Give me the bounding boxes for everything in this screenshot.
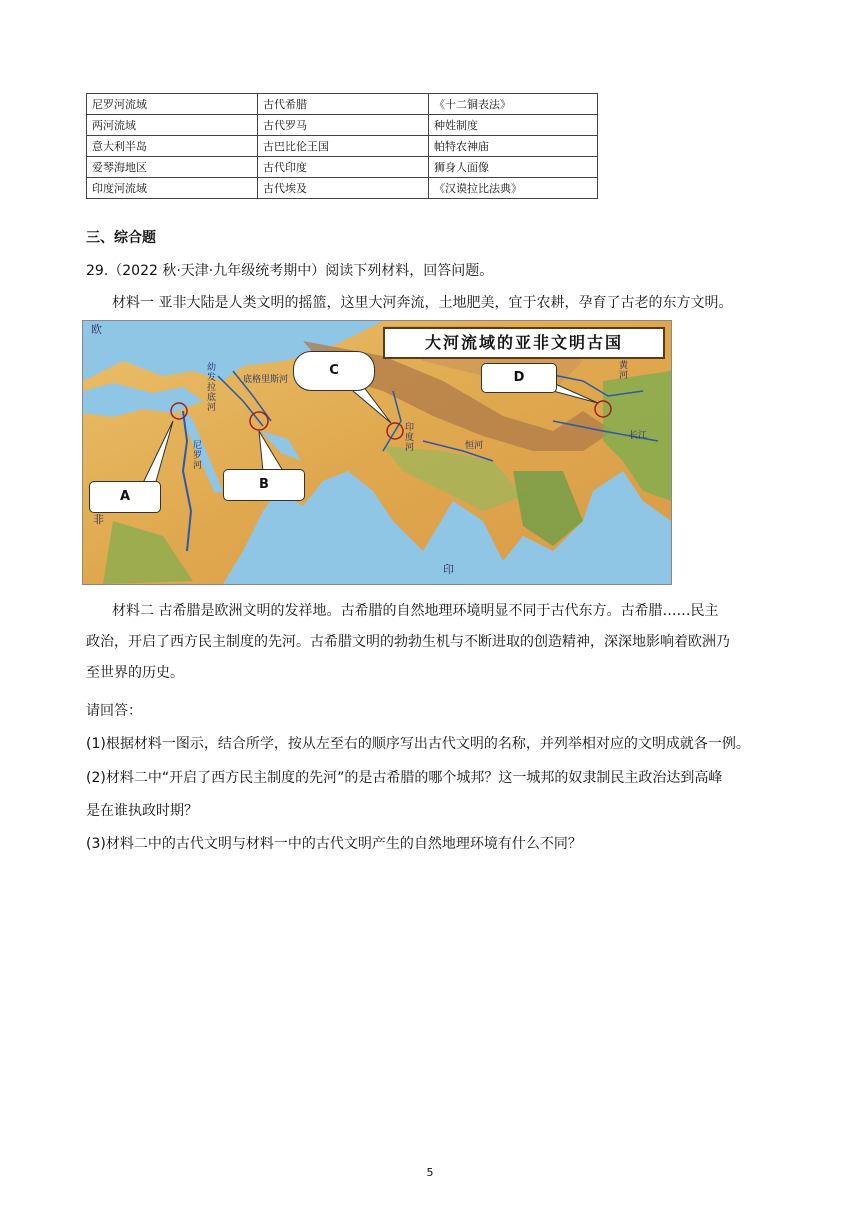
callout-c: C bbox=[293, 351, 375, 391]
question-header: 29.（2022 秋·天津·九年级统考期中）阅读下列材料，回答问题。 bbox=[86, 263, 494, 279]
river-yellow-label: 黄河 bbox=[619, 361, 629, 381]
material-two-line-3: 至世界的历史。 bbox=[86, 665, 184, 681]
table-row bbox=[87, 136, 598, 157]
river-indus-label: 印度河 bbox=[405, 423, 415, 453]
river-yangtze-label: 长江 bbox=[629, 431, 648, 441]
map-title: 大河流域的亚非文明古国 bbox=[383, 327, 665, 359]
sub-question-1: (1)根据材料一图示，结合所学，按从左至右的顺序写出古代文明的名称，并列举相对应的文明成就各一例。 bbox=[86, 736, 750, 752]
civilizations-map bbox=[82, 320, 672, 585]
river-tigris-label: 底格里斯河 bbox=[243, 375, 289, 385]
page-number: 5 bbox=[426, 1166, 434, 1179]
table-row bbox=[87, 94, 598, 115]
material-two-line-2: 政治，开启了西方民主制度的先河。古希腊文明的勃勃生机与不断进取的创造精神，深深地影响着欧洲乃 bbox=[86, 634, 730, 650]
table-cell: 狮身人面像 bbox=[429, 157, 598, 178]
river-ganges-label: 恒河 bbox=[465, 441, 484, 451]
region-europe: 欧 bbox=[91, 323, 102, 336]
table-cell: 帕特农神庙 bbox=[429, 136, 598, 157]
matching-table bbox=[86, 93, 598, 199]
table-cell: 《十二铜表法》 bbox=[429, 94, 598, 115]
table-cell: 古代印度 bbox=[258, 157, 429, 178]
table-row bbox=[87, 115, 598, 136]
map-graphic bbox=[83, 321, 671, 584]
material-two-line-1: 材料二 古希腊是欧洲文明的发祥地。古希腊的自然地理环境明显不同于古代东方。古希腊……民主 bbox=[112, 603, 719, 619]
table-cell: 种姓制度 bbox=[429, 115, 598, 136]
table-cell: 印度河流域 bbox=[87, 178, 258, 199]
table-cell: 尼罗河流域 bbox=[87, 94, 258, 115]
answer-prompt: 请回答： bbox=[86, 703, 142, 719]
table-cell: 意大利半岛 bbox=[87, 136, 258, 157]
table-cell: 两河流域 bbox=[87, 115, 258, 136]
table-cell: 爱琴海地区 bbox=[87, 157, 258, 178]
table-cell: 古巴比伦王国 bbox=[258, 136, 429, 157]
table-cell: 古代埃及 bbox=[258, 178, 429, 199]
callout-a: A bbox=[89, 481, 161, 513]
table-cell: 古代罗马 bbox=[258, 115, 429, 136]
region-indian-ocean: 印 bbox=[443, 563, 454, 576]
table-cell: 古代希腊 bbox=[258, 94, 429, 115]
table-row bbox=[87, 178, 598, 199]
region-africa: 非 bbox=[93, 513, 104, 526]
section-title: 三、综合题 bbox=[86, 230, 156, 246]
sub-question-2-cont: 是在谁执政时期？ bbox=[86, 803, 198, 819]
river-nile-label: 尼罗河 bbox=[193, 441, 203, 471]
material-one: 材料一 亚非大陆是人类文明的摇篮，这里大河奔流，土地肥美，宜于农耕，孕育了古老的东方文明。 bbox=[112, 295, 733, 311]
callout-d: D bbox=[481, 363, 557, 393]
sub-question-3: (3)材料二中的古代文明与材料一中的古代文明产生的自然地理环境有什么不同？ bbox=[86, 836, 582, 852]
table-cell: 《汉谟拉比法典》 bbox=[429, 178, 598, 199]
table-row bbox=[87, 157, 598, 178]
callout-b: B bbox=[223, 469, 305, 501]
river-euphrates-label: 幼发拉底河 bbox=[207, 363, 217, 413]
sub-question-2: (2)材料二中“开启了西方民主制度的先河”的是古希腊的哪个城邦？这一城邦的奴隶制民主政治达到高峰 bbox=[86, 770, 723, 786]
